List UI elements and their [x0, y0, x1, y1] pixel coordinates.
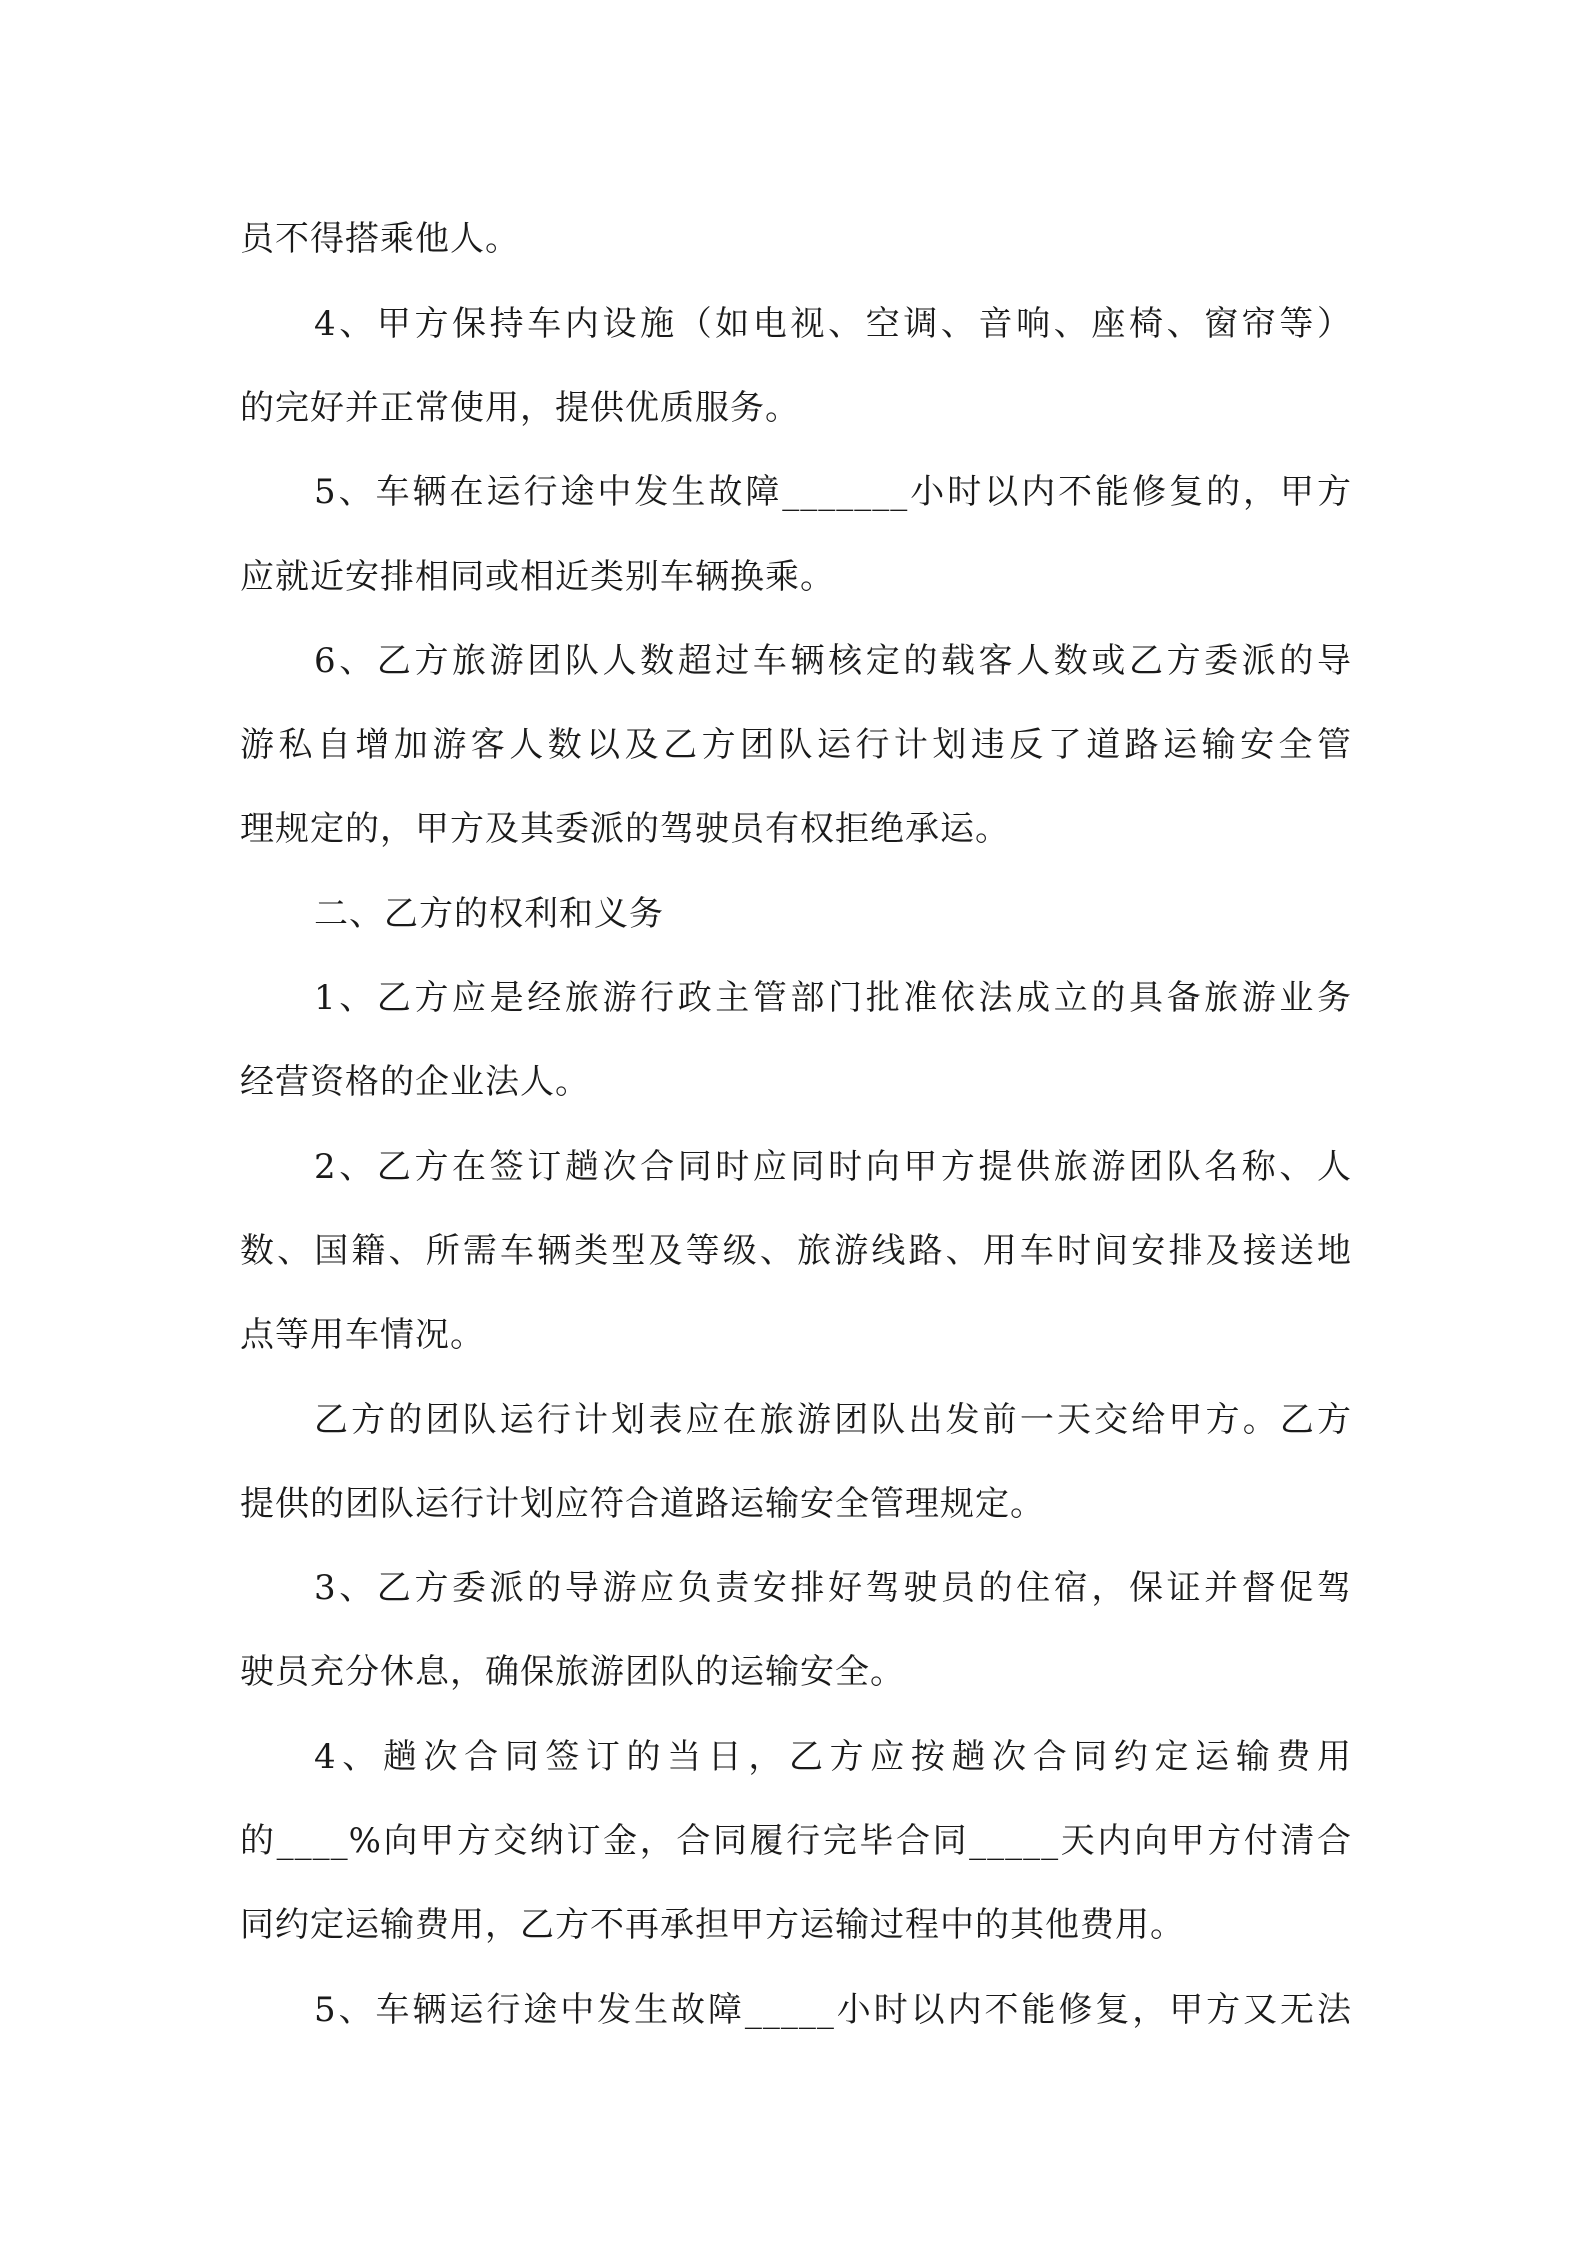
text-line: 4、甲方保持车内设施（如电视、空调、音响、座椅、窗帘等）	[314, 304, 1352, 344]
text-line: 应就近安排相同或相近类别车辆换乘。	[240, 557, 835, 597]
text-line: 4、趟次合同签订的当日，乙方应按趟次合同约定运输费用	[314, 1737, 1352, 1777]
text-line: 1、乙方应是经旅游行政主管部门批准依法成立的具备旅游业务	[314, 978, 1352, 1018]
text-line: 同约定运输费用，乙方不再承担甲方运输过程中的其他费用。	[240, 1905, 1185, 1945]
text-line: 游私自增加游客人数以及乙方团队运行计划违反了道路运输安全管	[240, 725, 1352, 765]
text-line: 员不得搭乘他人。	[240, 219, 520, 259]
text-line: 2、乙方在签订趟次合同时应同时向甲方提供旅游团队名称、人	[314, 1147, 1352, 1187]
text-line: 6、乙方旅游团队人数超过车辆核定的载客人数或乙方委派的导	[314, 641, 1352, 681]
text-line: 的____%向甲方交纳订金，合同履行完毕合同_____天内向甲方付清合	[240, 1821, 1352, 1861]
text-line: 3、乙方委派的导游应负责安排好驾驶员的住宿，保证并督促驾	[314, 1568, 1352, 1608]
text-line: 提供的团队运行计划应符合道路运输安全管理规定。	[240, 1484, 1045, 1524]
text-line: 驶员充分休息，确保旅游团队的运输安全。	[240, 1652, 905, 1692]
text-line: 理规定的，甲方及其委派的驾驶员有权拒绝承运。	[240, 809, 1010, 849]
text-line: 5、车辆运行途中发生故障_____小时以内不能修复，甲方又无法	[314, 1990, 1352, 2030]
text-line: 5、车辆在运行途中发生故障_______小时以内不能修复的，甲方	[314, 472, 1352, 512]
text-line: 的完好并正常使用，提供优质服务。	[240, 388, 800, 428]
text-line: 经营资格的企业法人。	[240, 1062, 590, 1102]
text-line: 乙方的团队运行计划表应在旅游团队出发前一天交给甲方。乙方	[314, 1400, 1352, 1440]
text-line: 点等用车情况。	[240, 1315, 485, 1355]
text-line: 数、国籍、所需车辆类型及等级、旅游线路、用车时间安排及接送地	[240, 1231, 1352, 1271]
section-heading: 二、乙方的权利和义务	[314, 894, 664, 934]
